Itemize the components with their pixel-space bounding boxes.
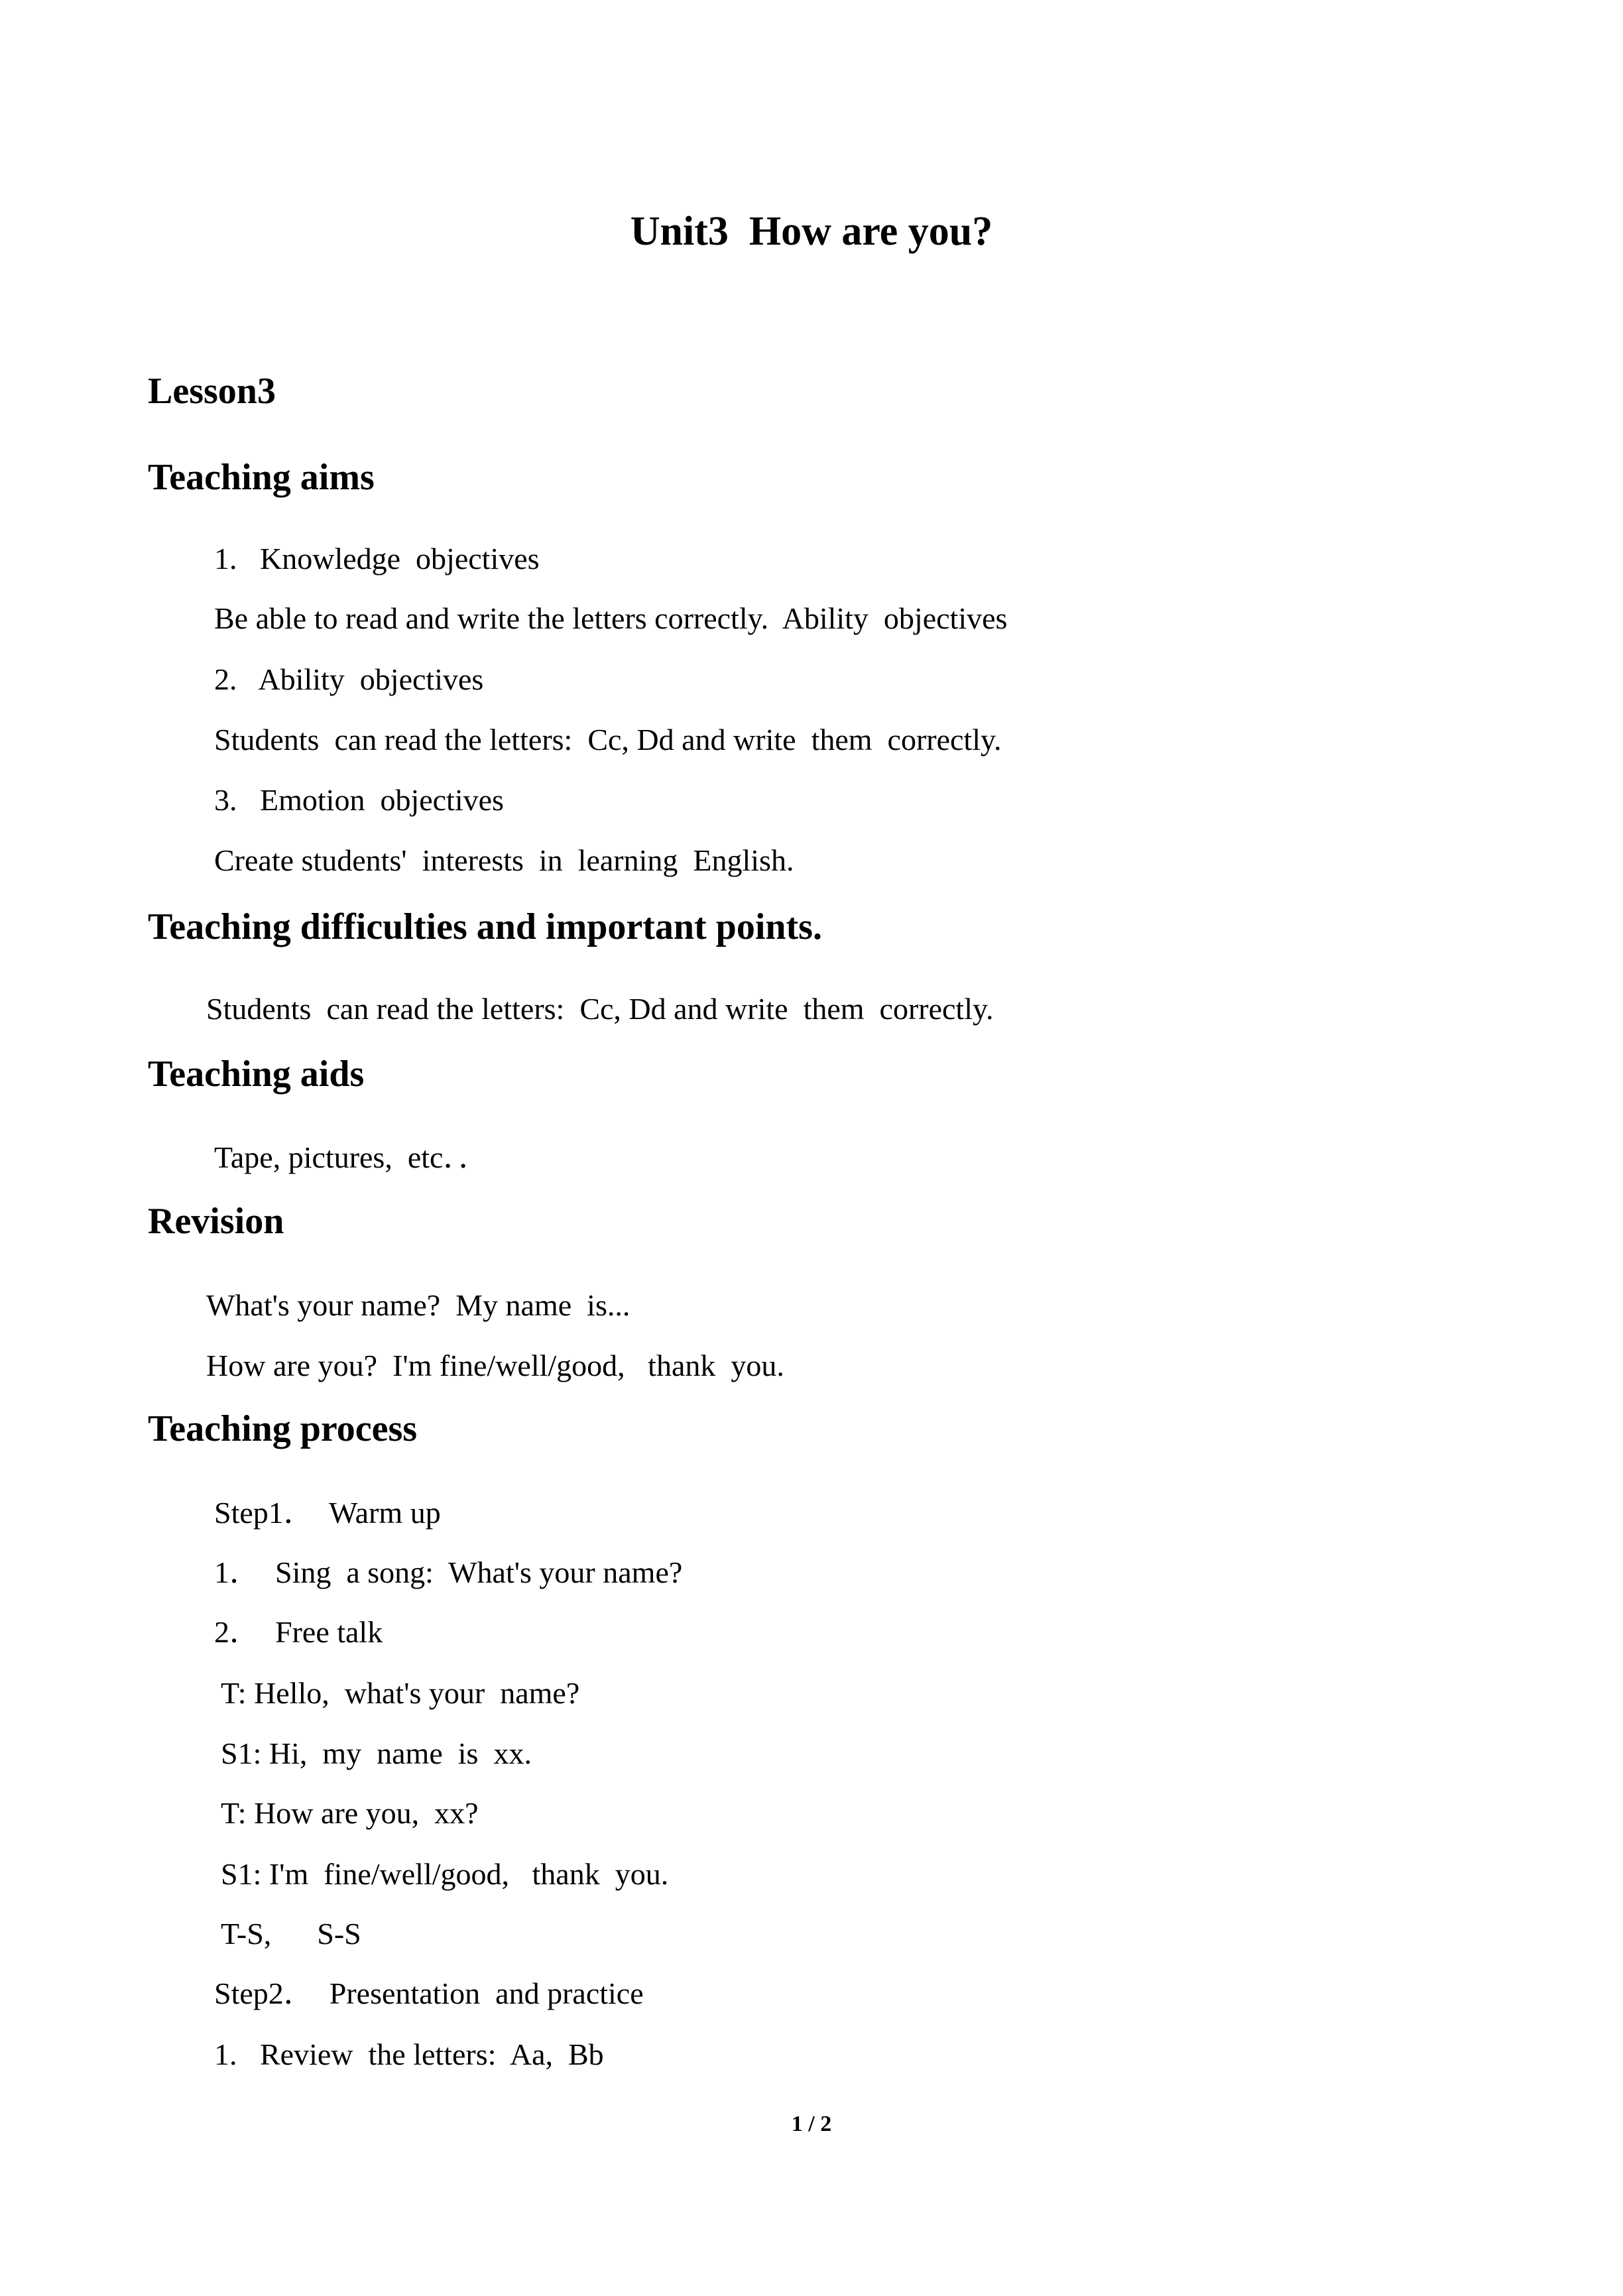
- difficulties-heading: Teaching difficulties and important points.: [148, 906, 822, 947]
- process-line-5: S1: Hi, my name is xx.: [221, 1736, 532, 1770]
- aims-line-2: Be able to read and write the letters correctly. Ability objectives: [214, 601, 1008, 635]
- process-line-1: Step1． Warm up: [214, 1496, 441, 1530]
- lesson-heading: Lesson3: [148, 371, 276, 412]
- aims-line-5: 3. Emotion objectives: [214, 783, 504, 817]
- aims-line-4: Students can read the letters: Cc, Dd and write them correctly.: [214, 723, 1002, 756]
- teaching-aids-heading: Teaching aids: [148, 1054, 365, 1095]
- aims-line-1: 1. Knowledge objectives: [214, 542, 540, 575]
- process-line-2: 1． Sing a song: What's your name?: [214, 1555, 683, 1589]
- process-line-3: 2． Free talk: [214, 1615, 383, 1649]
- process-line-8: T-S, S-S: [221, 1917, 361, 1951]
- process-line-7: S1: I'm fine/well/good, thank you.: [221, 1857, 669, 1891]
- page-number: 1 / 2: [791, 2112, 832, 2136]
- aims-line-3: 2. Ability objectives: [214, 662, 484, 696]
- teaching-process-heading: Teaching process: [148, 1408, 418, 1449]
- revision-line-1: What's your name? My name is...: [206, 1288, 631, 1322]
- revision-line-2: How are you? I'm fine/well/good, thank you.: [206, 1349, 784, 1382]
- page-title: Unit3 How are you?: [630, 209, 993, 254]
- process-line-9: Step2． Presentation and practice: [214, 1976, 644, 2010]
- revision-heading: Revision: [148, 1201, 284, 1242]
- aims-line-6: Create students' interests in learning English.: [214, 843, 794, 877]
- teaching-aims-heading: Teaching aims: [148, 457, 375, 498]
- difficulties-line-1: Students can read the letters: Cc, Dd and write them correctly.: [206, 992, 994, 1026]
- process-line-6: T: How are you, xx?: [221, 1796, 479, 1830]
- process-line-10: 1. Review the letters: Aa, Bb: [214, 2037, 604, 2071]
- process-line-4: T: Hello, what's your name?: [221, 1676, 580, 1710]
- aids-line-1: Tape, pictures, etc．．: [214, 1140, 489, 1174]
